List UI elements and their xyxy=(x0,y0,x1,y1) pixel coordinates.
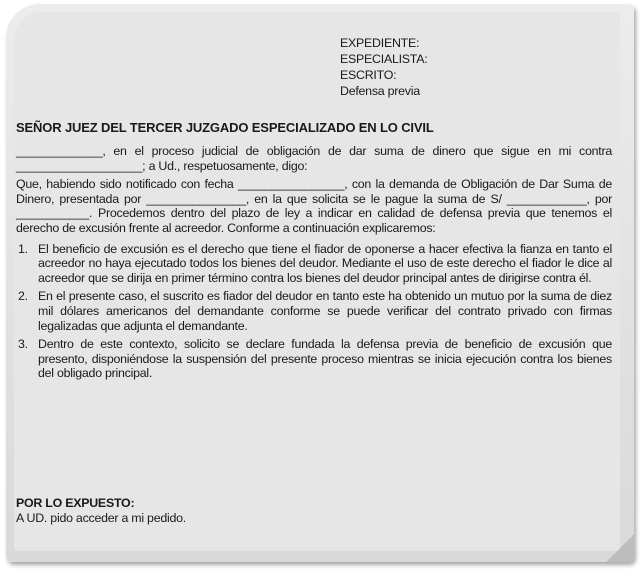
especialista-label: ESPECIALISTA: xyxy=(340,52,428,66)
item-text: En el presente caso, el suscrito es fiador del deudor en tanto este ha obtenido un mutuo por la suma de diez mil dólares americanos del demandante conforme se puede verificar del contrato privado con firmas legalizadas que adjunta el demandante. xyxy=(38,289,612,333)
closing-section xyxy=(16,496,612,525)
arguments-list xyxy=(16,242,612,381)
closing-title: POR LO EXPUESTO: xyxy=(16,496,135,510)
escrito-label: ESCRITO: xyxy=(340,68,397,82)
item-text: Dentro de este contexto, solicito se declare fundada la defensa previa de beneficio de excusión que presento, disponiéndose la suspensión del presente proceso mientras se inicia ejecución contra los bienes del obligado principal. xyxy=(38,337,612,381)
document-type: Defensa previa xyxy=(340,84,420,98)
item-number: 1. xyxy=(18,241,28,256)
intro-paragraph: _____________, en el proceso judicial de obligación de dar suma de dinero que sigue en mi contra ___________________; a Ud., respetuosamente, digo: xyxy=(16,144,612,173)
list-item xyxy=(16,289,612,333)
expediente-label: EXPEDIENTE: xyxy=(340,36,420,50)
list-item xyxy=(16,242,612,286)
list-item xyxy=(16,337,612,381)
legal-brief-card xyxy=(14,12,620,551)
case-header xyxy=(340,36,600,100)
main-paragraph: Que, habiendo sido notificado con fecha ________________, con la demanda de Obligación de Dar Suma de Dinero, presentada por _______________, en la que solicita se le pague la suma de S/ ____________, por ___________. Procedemos dentro del plazo de ley a indicar en calidad de defensa previa que tenemos el derecho de excusión frente al acreedor. Conforme a continuación explicaremos: xyxy=(16,177,612,235)
item-number: 2. xyxy=(18,289,28,304)
closing-text: A UD. pido acceder a mi pedido. xyxy=(16,510,186,525)
item-text: El beneficio de excusión es el derecho que tiene el fiador de oponerse a hacer efectiva la fianza en tanto el acreedor no haya ejecutado todos los bienes del deudor. Mediante el uso de este derecho el fiador le dice al acreedor que se dirija en primer término contra los bienes del deudor principal antes de dirigirse contra él. xyxy=(38,241,612,285)
document-body xyxy=(16,144,612,385)
addressee-heading: SEÑOR JUEZ DEL TERCER JUZGADO ESPECIALIZADO EN LO CIVIL xyxy=(16,120,434,135)
item-number: 3. xyxy=(18,337,28,352)
